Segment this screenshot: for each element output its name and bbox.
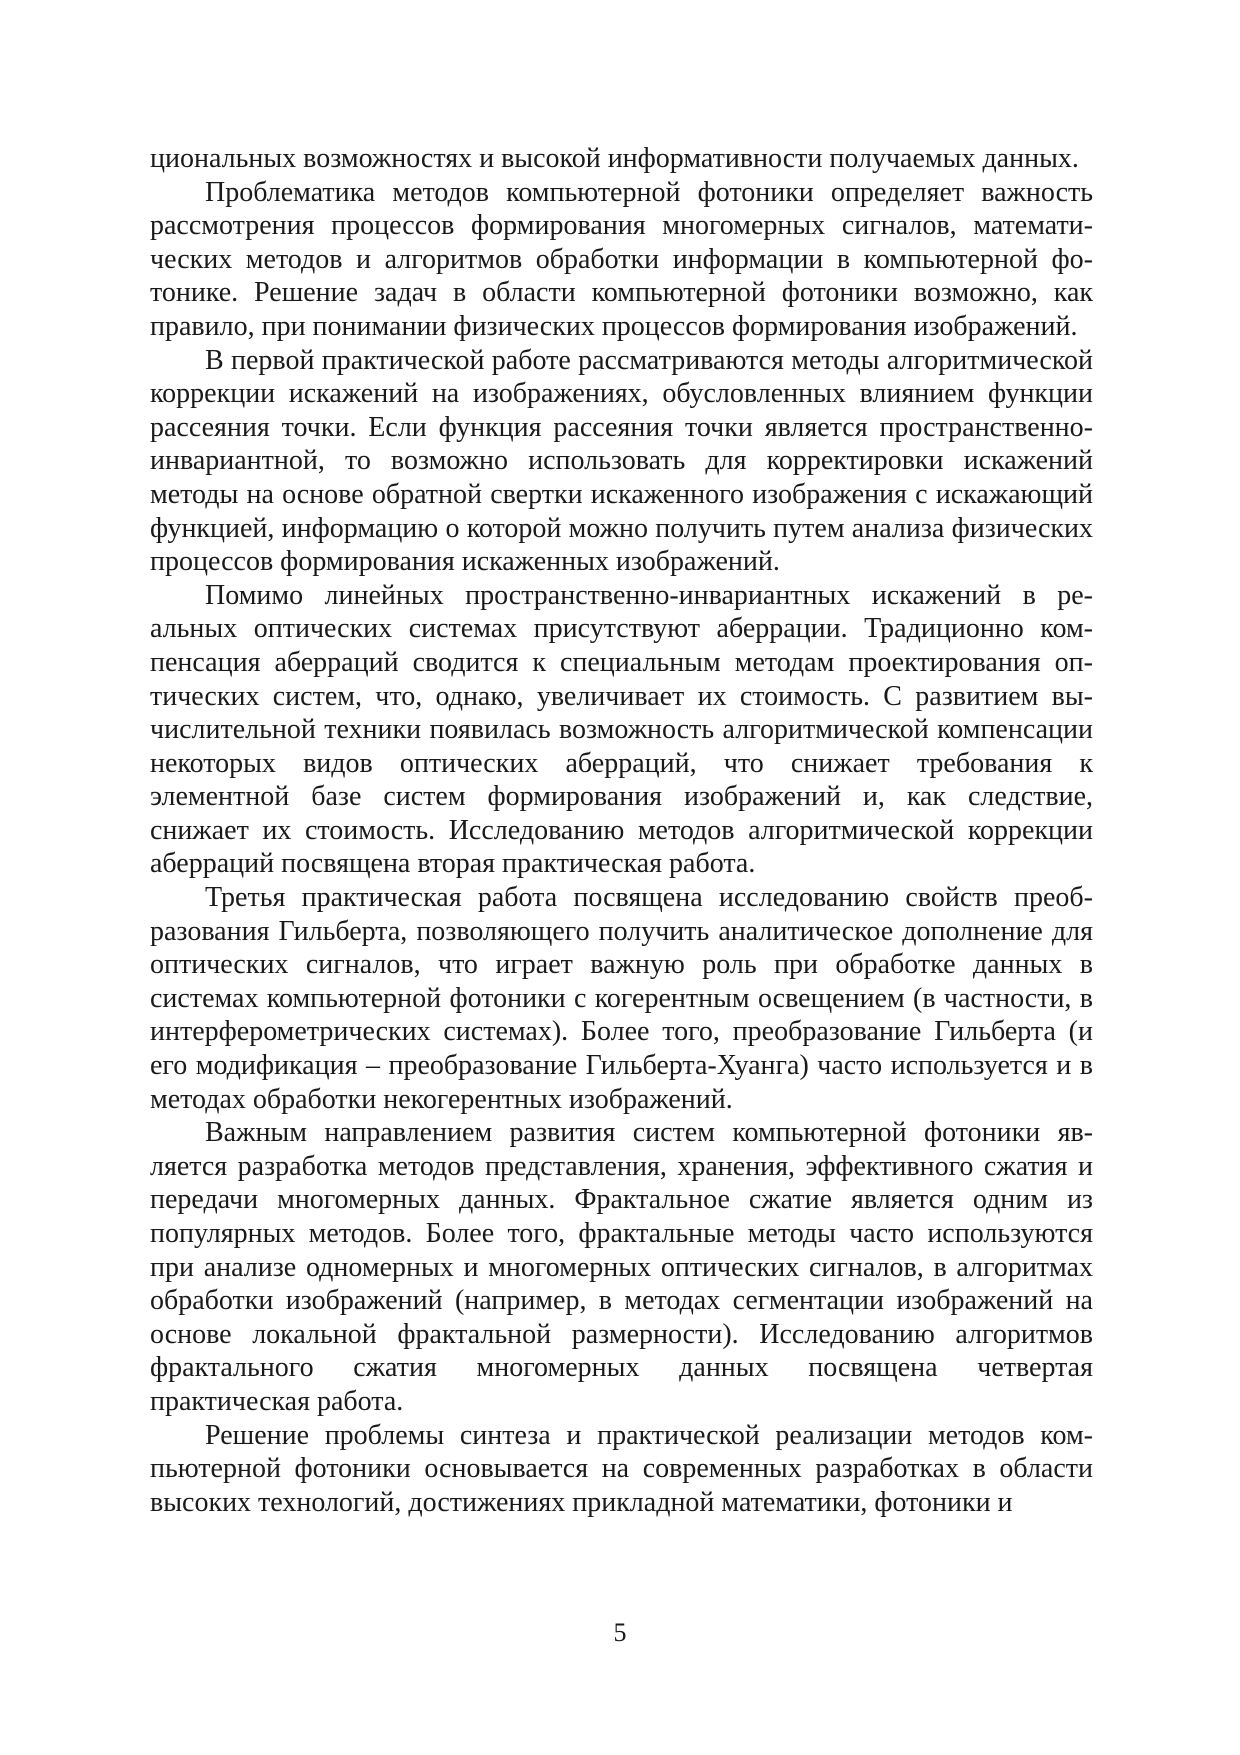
page-number: 5 bbox=[613, 1618, 627, 1647]
paragraph-continuation: циональных возможностях и высокой информативности получаемых данных. bbox=[150, 143, 1079, 174]
paragraph-synthesis: Решение проблемы синтеза и практической реализации методов компьютерной фотоники основывается на современных разработках в области высоких технологий, достижениях прикладной математики, фотоники и bbox=[150, 1419, 1093, 1518]
paragraph-fractal-compression: Важным направлением развития систем компьютерной фотоники является разработка методов представления, хранения, эффективного сжатия и передачи многомерных данных. Фрактальное сжатие является одним из популярных методов. Более того, фрактальные методы часто используются при анализе одномерных и многомерных оптических сигналов, в алгоритмах обработки изображений (например, в методах сегментации изображений на основе локальной фрактальной размерности). Исследованию алгоритмов фрактального сжатия многомерных данных посвящена четвертая практическая работа. bbox=[150, 1117, 1093, 1417]
paragraph-aberrations: Помимо линейных пространственно-инвариантных искажений в реальных оптических системах присутствуют аберрации. Традиционно компенсация аберраций сводится к специальным методам проектирования оптических систем, что, однако, увеличивает их стоимость. С развитием вычислительной техники появилась возможность алгоритмической компенсации некоторых видов оптических аберраций, что снижает требования к элементной базе систем формирования изображений и, как следствие, снижает их стоимость. Исследованию методов алгоритмической коррекции аберраций посвящена вторая практическая работа. bbox=[150, 579, 1093, 880]
paragraph-hilbert-transform: Третья практическая работа посвящена исследованию свойств преобразования Гильберта, позволяющего получить аналитическое дополнение для оптических сигналов, что играет важную роль при обработке данных в системах компьютерной фотоники с когерентным освещением (в частности, в интерферометрических системах). Более того, преобразование Гильберта (и его модификация – преобразование Гильберта-Хуанга) часто используется и в методах обработки некогерентных изображений. bbox=[150, 882, 1093, 1115]
body-text bbox=[150, 142, 1093, 1519]
paragraph-problematics: Проблематика методов компьютерной фотоники определяет важность рассмотрения процессов формирования многомерных сигналов, математических методов и алгоритмов обработки информации в компьютерной фотонике. Решение задач в области компьютерной фотоники возможно, как правило, при понимании физических процессов формирования изображений. bbox=[150, 176, 1093, 342]
paragraph-first-practical-work: В первой практической работе рассматриваются методы алгоритмической коррекции искажений на изображениях, обусловленных влиянием функции рассеяния точки. Если функция рассеяния точки является пространственно-инвариантной, то возможно использовать для корректировки искажений методы на основе обратной свертки искаженного изображения с искажающий функцией, информацию о которой можно получить путем анализа физических процессов формирования искаженных изображений. bbox=[150, 344, 1093, 578]
